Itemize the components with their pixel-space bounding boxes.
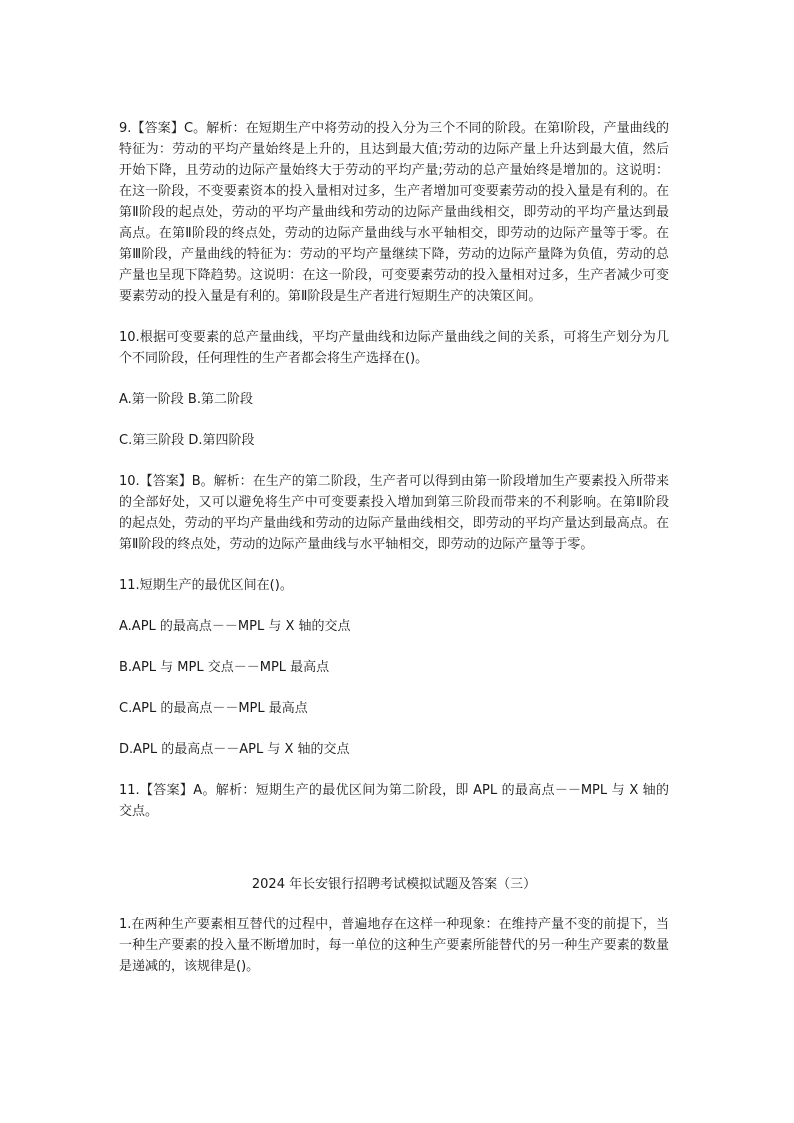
question-11-option-b: B.APL 与 MPL 交点－－MPL 最高点 — [119, 660, 330, 675]
question-10: 10.根据可变要素的总产量曲线，平均产量曲线和边际产量曲线之间的关系，可将生产划分为几个不同阶段，任何理性的生产者都会将生产选择在()。 — [119, 330, 669, 366]
document-body — [119, 118, 669, 977]
question-11-option-d: D.APL 的最高点－－APL 与 X 轴的交点 — [119, 742, 350, 757]
section-title: 2024 年长安银行招聘考试模拟试题及答案（三） — [251, 877, 537, 892]
question-11-option-a: A.APL 的最高点－－MPL 与 X 轴的交点 — [119, 619, 351, 634]
question-1: 1.在两种生产要素相互替代的过程中，普遍地存在这样一种现象：在维持产量不变的前提下，当一种生产要素的投入量不断增加时，每一单位的这种生产要素所能替代的另一种生产要素的数量是递减的，该规律是()。 — [119, 917, 669, 974]
answer-9-explanation: 9.【答案】C。解析：在短期生产中将劳动的投入分为三个不同的阶段。在第Ⅰ阶段，产量曲线的特征为：劳动的平均产量始终是上升的，且达到最大值;劳动的边际产量上升达到最大值，然后开始下降，且劳动的边际产量始终大于劳动的平均产量;劳动的总产量始终是增加的。这说明：在这一阶段，不变要素资本的投入量相对过多，生产者增加可变要素劳动的投入量是有利的。在第Ⅱ阶段的起点处，劳动的平均产量曲线和劳动的边际产量曲线相交，即劳动的平均产量达到最高点。在第Ⅱ阶段的终点处，劳动的边际产量曲线与水平轴相交，即劳动的边际产量等于零。在第Ⅲ阶段，产量曲线的特征为：劳动的平均产量继续下降，劳动的边际产量降为负值，劳动的总产量也呈现下降趋势。这说明：在这一阶段，可变要素劳动的投入量相对过多，生产者减少可变要素劳动的投入量是有利的。第Ⅱ阶段是生产者进行短期生产的决策区间。 — [119, 121, 669, 304]
question-10-options-cd: C.第三阶段 D.第四阶段 — [119, 433, 255, 448]
answer-10-explanation: 10.【答案】B。解析：在生产的第二阶段，生产者可以得到由第一阶段增加生产要素投入所带来的全部好处，又可以避免将生产中可变要素投入增加到第三阶段而带来的不利影响。在第Ⅱ阶段的起点处，劳动的平均产量曲线和劳动的边际产量曲线相交，即劳动的平均产量达到最高点。在第Ⅱ阶段的终点处，劳动的边际产量曲线与水平轴相交，即劳动的边际产量等于零。 — [119, 474, 669, 552]
question-11: 11.短期生产的最优区间在()。 — [119, 578, 293, 593]
answer-11-explanation: 11.【答案】A。解析：短期生产的最优区间为第二阶段，即 APL 的最高点－－MPL 与 X 轴的交点。 — [119, 783, 669, 819]
question-10-options-ab: A.第一阶段 B.第二阶段 — [119, 392, 253, 407]
question-11-option-c: C.APL 的最高点－－MPL 最高点 — [119, 701, 308, 716]
